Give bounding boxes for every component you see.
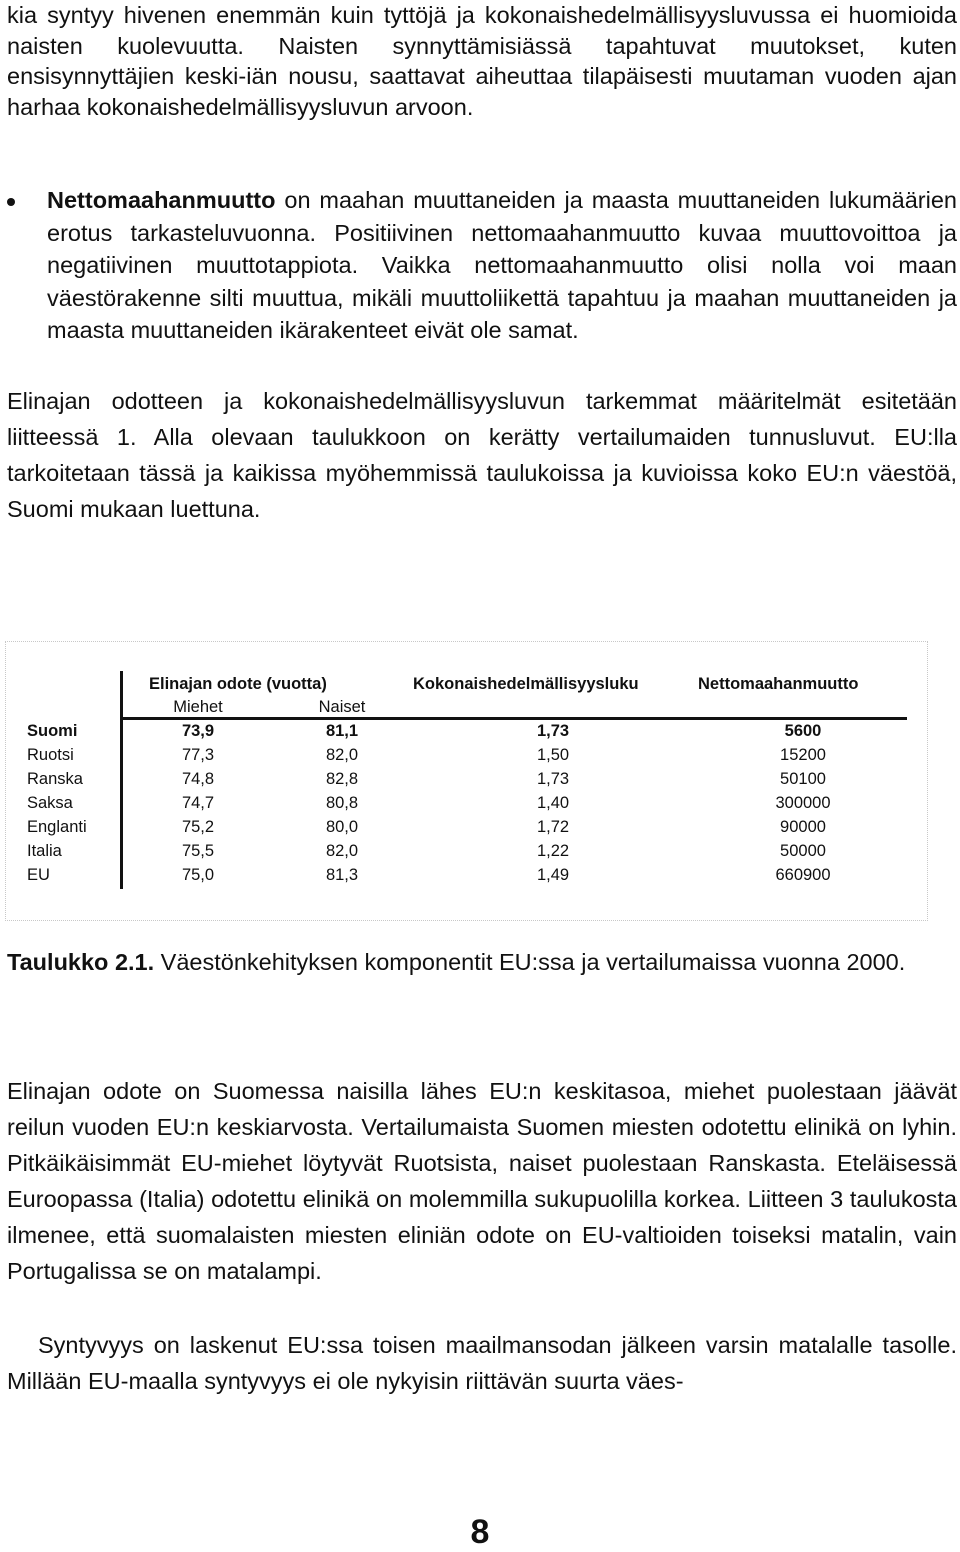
bullet-net-migration bbox=[0, 184, 957, 347]
row-women: 81,1 bbox=[325, 722, 359, 740]
row-country: Saksa bbox=[27, 794, 73, 812]
header-fertility: Kokonaishedelmällisyysluku bbox=[413, 675, 639, 693]
paragraph-birth-rate: Syntyvyys on laskenut EU:ssa toisen maailmansodan jälkeen varsin matalalle tasolle. Millään EU-maalla syntyvyys ei ole nykyisin riittävän suurta väes- bbox=[7, 1332, 957, 1394]
row-fertility: 1,73 bbox=[536, 722, 570, 740]
caption-text: Väestönkehityksen komponentit EU:ssa ja vertailumaissa vuonna 2000. bbox=[154, 949, 906, 975]
row-fertility: 1,73 bbox=[536, 770, 570, 788]
row-migration: 50100 bbox=[780, 770, 826, 788]
row-women: 82,0 bbox=[325, 746, 359, 764]
row-migration: 90000 bbox=[780, 818, 826, 836]
bullet-text bbox=[47, 184, 957, 347]
row-men: 73,9 bbox=[181, 722, 215, 740]
row-women: 82,0 bbox=[325, 842, 359, 860]
row-country: Italia bbox=[27, 842, 62, 860]
row-migration: 50000 bbox=[780, 842, 826, 860]
row-women: 82,8 bbox=[325, 770, 359, 788]
paragraph-life-expectancy: Elinajan odote on Suomessa naisilla lähes EU:n keskitasoa, miehet puolestaan jäävät reilun vuoden EU:n keskiarvosta. Vertailumaista Suomen miesten odotettu elinikä on lyhin. Pitkäikäisimmät EU-miehet löytyvät Ruotsista, naiset puolestaan Ranskasta. Eteläisessä Euroopassa (Italia) odotettu elinikä on molemmilla sukupuolilla korkea. Liitteen 3 taulukosta ilmenee, että suomalaisten miesten eliniän odote on EU-valtioiden toiseksi matalin, vain Portugalissa se on matalampi. bbox=[7, 1078, 957, 1284]
row-country: Ranska bbox=[27, 770, 83, 788]
header-life-expectancy: Elinajan odote (vuotta) bbox=[149, 675, 327, 693]
bullet-dot bbox=[7, 198, 15, 206]
row-men: 74,8 bbox=[181, 770, 215, 788]
row-men: 75,5 bbox=[181, 842, 215, 860]
row-country: Suomi bbox=[27, 722, 78, 740]
table-frame bbox=[5, 641, 928, 921]
row-country: EU bbox=[27, 866, 50, 884]
row-fertility: 1,72 bbox=[536, 818, 570, 836]
term-net-migration: Nettomaahanmuutto bbox=[47, 187, 276, 213]
bullet-definition: on maahan muuttaneiden ja maasta muuttaneiden lukumäärien erotus tarkasteluvuonna. Positiivinen nettomaahanmuutto kuvaa muuttovoittoa ja negatiivinen muuttotappiota. Vaikka nettomaahanmuutto olisi nolla voi maan väestörakenne silti muuttua, mikäli muuttoliikettä tapahtuu ja maahan muuttaneiden ja maasta muuttaneiden ikärakenteet eivät ole samat. bbox=[47, 187, 957, 343]
page-number: 8 bbox=[470, 1513, 490, 1551]
caption-label: Taulukko 2.1. bbox=[7, 949, 155, 975]
row-fertility: 1,22 bbox=[536, 842, 570, 860]
row-men: 75,0 bbox=[181, 866, 215, 884]
row-migration: 300000 bbox=[775, 794, 831, 812]
row-women: 81,3 bbox=[325, 866, 359, 884]
row-country: Englanti bbox=[27, 818, 87, 836]
row-men: 77,3 bbox=[181, 746, 215, 764]
row-fertility: 1,40 bbox=[536, 794, 570, 812]
row-women: 80,0 bbox=[325, 818, 359, 836]
row-migration: 660900 bbox=[775, 866, 831, 884]
row-women: 80,8 bbox=[325, 794, 359, 812]
row-migration: 15200 bbox=[780, 746, 826, 764]
header-net-migration: Nettomaahanmuutto bbox=[698, 675, 859, 693]
row-migration: 5600 bbox=[784, 722, 822, 740]
paragraph-fertility-note: kia syntyy hivenen enemmän kuin tyttöjä ja kokonaishedelmällisyysluvussa ei huomioida naisten kuolevuutta. Naisten synnyttämisiässä tapahtuvat muutokset, kuten ensisynnyttäjien keski-iän nousu, saattavat aiheuttaa tilapäisesti muutaman vuoden ajan harhaa kokonaishedelmällisyysluvun arvoon. bbox=[7, 2, 957, 120]
row-men: 74,7 bbox=[181, 794, 215, 812]
row-men: 75,2 bbox=[181, 818, 215, 836]
table-caption bbox=[7, 947, 957, 978]
row-country: Ruotsi bbox=[27, 746, 74, 764]
header-men: Miehet bbox=[173, 698, 223, 716]
paragraph-definitions: Elinajan odotteen ja kokonaishedelmällisyysluvun tarkemmat määritelmät esitetään liitteessä 1. Alla olevaan taulukkoon on kerätty vertailumaiden tunnusluvut. EU:lla tarkoitetaan tässä ja kaikissa myöhemmissä taulukoissa ja kuvioissa koko EU:n väestöä, Suomi mukaan luettuna. bbox=[7, 388, 957, 522]
header-women: Naiset bbox=[318, 698, 366, 716]
row-fertility: 1,49 bbox=[536, 866, 570, 884]
row-fertility: 1,50 bbox=[536, 746, 570, 764]
